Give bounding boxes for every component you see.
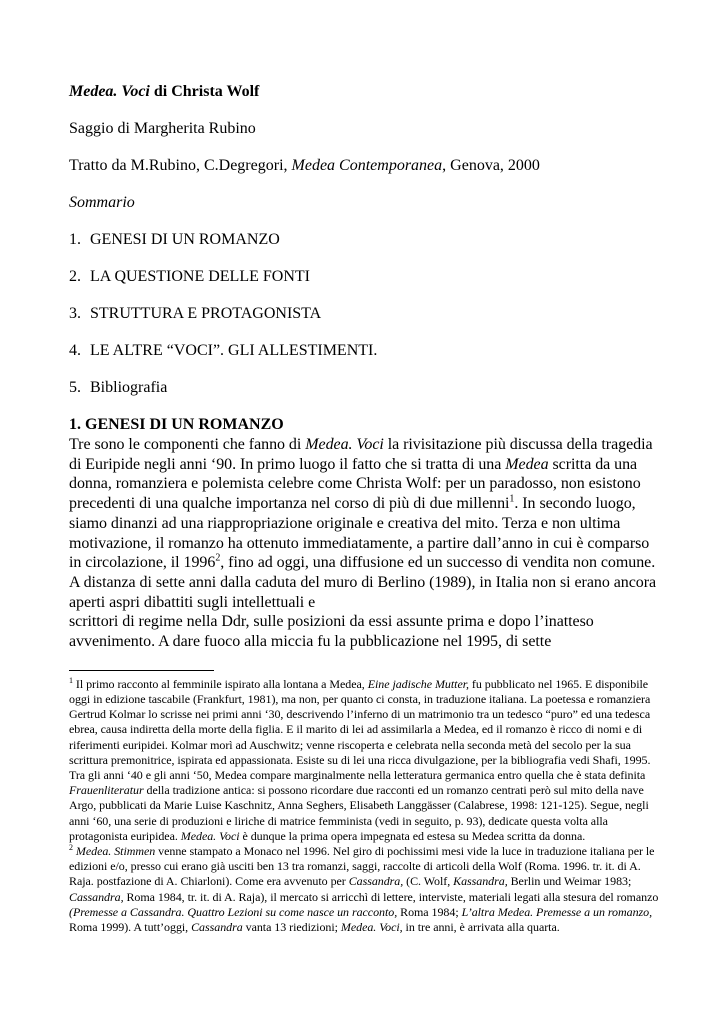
text-italic: Eine jadische Mutter, [367,676,469,691]
summary-label [69,193,659,213]
text-italic: Medea. Stimmen [75,843,156,858]
text-run: Roma 1999). A tutt’oggi, [69,919,192,934]
text-italic: Kassandra, [453,874,508,889]
toc-number: 1. [69,231,81,248]
source-post: , Genova, 2000 [442,157,540,174]
source-pre: Tratto da M.Rubino, C.Degregori, [69,157,292,174]
toc-label: Bibliografia [90,379,168,396]
essay-author: Saggio di Margherita Rubino [69,120,256,137]
footnote-ref-1[interactable]: 1 [509,493,515,505]
text-italic: Medea. Voci, [340,919,403,934]
text-italic: Medea [505,455,549,473]
title-italic: Medea. Voci [69,83,150,100]
footnote-separator [69,670,214,671]
source-italic: Medea Contemporanea [291,157,443,174]
text-run: Il primo racconto al femminile ispirato alla lontana a Medea, [72,676,368,691]
footnote-ref-2[interactable]: 2 [215,552,221,564]
section-heading: 1. GENESI DI UN ROMANZO [69,416,284,433]
text-run: fu pubblicato nel 1965. E disponibile oggi in edizione tascabile (Frankfurt, 1981), ma non, per quanto ci consta, in traduzione italiana. La poetessa e romanziera Gertrud Kolmar lo scrisse nei primi anni ‘30, descrivendo l’inferno di un matrimonio tra un tedesco “puro” ed una tedesca ebrea, causa indiretta della morte della figlia. E il marito di lei ad assimilarla a Medea, ed il romanzo è ricco di nomi e di riferimenti euripidei. Kolmar morì ad Auschwitz; venne riscoperta e celebrata nella seconda metà del secolo per la sua scrittura premonitrice, ispirata ed appassionata. Esiste su di lei una ricca divulgazione, per la bibliografia vedi Shafi, 1995. Tra gli anni ‘40 e gli anni ‘50, Medea compare marginalmente nella letteratura germanica entro quella che è stata definita [69,676,651,782]
table-of-contents [69,230,659,398]
text-italic: Cassandra, [348,874,404,889]
toc-number: 2. [69,268,81,285]
toc-item [69,378,659,398]
text-italic: Medea. Voci [180,828,240,843]
text-run: , fino ad oggi, una diffusione ed un successo di vendita non comune. [220,554,656,572]
toc-label: LA QUESTIONE DELLE FONTI [90,268,310,285]
title-rest: di Christa Wolf [149,83,260,100]
text-run: Berlin und Weimar 1983; [507,874,632,889]
document-title [69,82,659,102]
text-run: venne stampato a Monaco nel 1996. Nel giro di pochissimi mesi vide la luce in traduzione italiana per le edizioni e/o, presso cui erano già usciti ben 13 tra romanzi, saggi, raccolte di articoli della Wolf (Roma. 1996. tr. it. di A. Raja. postfazione di A. Chiarloni). Come era avvenuto per [69,843,655,889]
text-run: la rivisitazione più discussa della tragedia di Euripide negli anni ‘90. In primo luogo il fatto che si tratta di una [69,436,653,473]
text-run: Roma 1984; [397,904,462,919]
text-run: in tre anni, è arrivata alla quarta. [402,919,560,934]
text-italic: Cassandra [191,919,243,934]
section-paragraph-2 [69,573,659,652]
toc-label: GENESI DI UN ROMANZO [90,231,280,248]
toc-number: 4. [69,342,81,359]
text-run: Tre sono le componenti che fanno di [69,436,306,453]
summary-label-text: Sommario [69,194,135,211]
text-italic: Frauenliteratur [69,783,144,798]
footnote-2 [69,844,659,935]
section-paragraph-1 [69,435,659,573]
text-run: scrittori di regime nella Ddr, sulle posizioni da essi assunte prima e dopo l’inatteso avvenimento. A dare fuoco alla miccia fu la pubblicazione nel 1995, di sette [69,613,594,651]
toc-label: STRUTTURA E PROTAGONISTA [90,305,322,322]
footnote-1 [69,677,659,844]
text-run: è dunque la prima opera impegnata ed estesa su Medea scritta da donna. [239,828,586,843]
document-page [69,82,659,935]
toc-item [69,341,659,361]
toc-label: LE ALTRE “VOCI”. GLI ALLESTIMENTI. [90,342,378,359]
text-run: . In secondo luogo, siamo dinanzi ad una riappropriazione originale e creativa del mito. Terza e non ultima motivazione, il romanzo ha ottenuto immediatamente, a partire dall’anno in cui è comparso in circolazione, il 1996 [69,495,650,572]
source-line [69,156,659,176]
text-italic: (Premesse a Cassandra. Quattro Lezioni su come nasce un racconto, [69,904,398,919]
text-run: scritta da una donna, romanziera e polemista celebre come Christa Wolf: per un paradosso, non esistono precedenti di una qualche importanza nel corso di più di due millenni [69,455,641,513]
toc-item [69,267,659,287]
toc-item [69,230,659,250]
toc-number: 3. [69,305,81,322]
toc-item [69,304,659,324]
text-italic: Cassandra, [69,889,124,904]
text-run: A distanza di sette anni dalla caduta del muro di Berlino (1989), in Italia non si erano ancora aperti aspri dibattiti sugli intellettuali e [69,573,657,611]
text-run: vanta 13 riedizioni; [242,919,341,934]
text-run: della tradizione antica: si possono ricordare due racconti ed un romanzo centrati però sul mito della nave Argo, pubblicati da Marie Luise Kaschnitz, Anna Seghers, Elisabeth Langgässer (Calabrese, 1998: 121-125). Segue, negli anni ‘60, una serie di produzioni e liriche di matrice femminista (vedi in seguito, p. 93), dedicate questa volta alla protagonista euripidea. [69,783,649,843]
text-run: (C. Wolf, [403,874,454,889]
text-run: Roma 1984, tr. it. di A. Raja), il mercato si arricchì di lettere, interviste, materiali legati alla stesura del romanzo [123,889,659,904]
text-italic: Medea. Voci [305,436,384,453]
footnote-mark: 1 [69,675,73,685]
toc-number: 5. [69,379,81,396]
text-italic: L’altra Medea. Premesse a un romanzo, [461,904,653,919]
footnote-mark: 2 [69,842,73,852]
